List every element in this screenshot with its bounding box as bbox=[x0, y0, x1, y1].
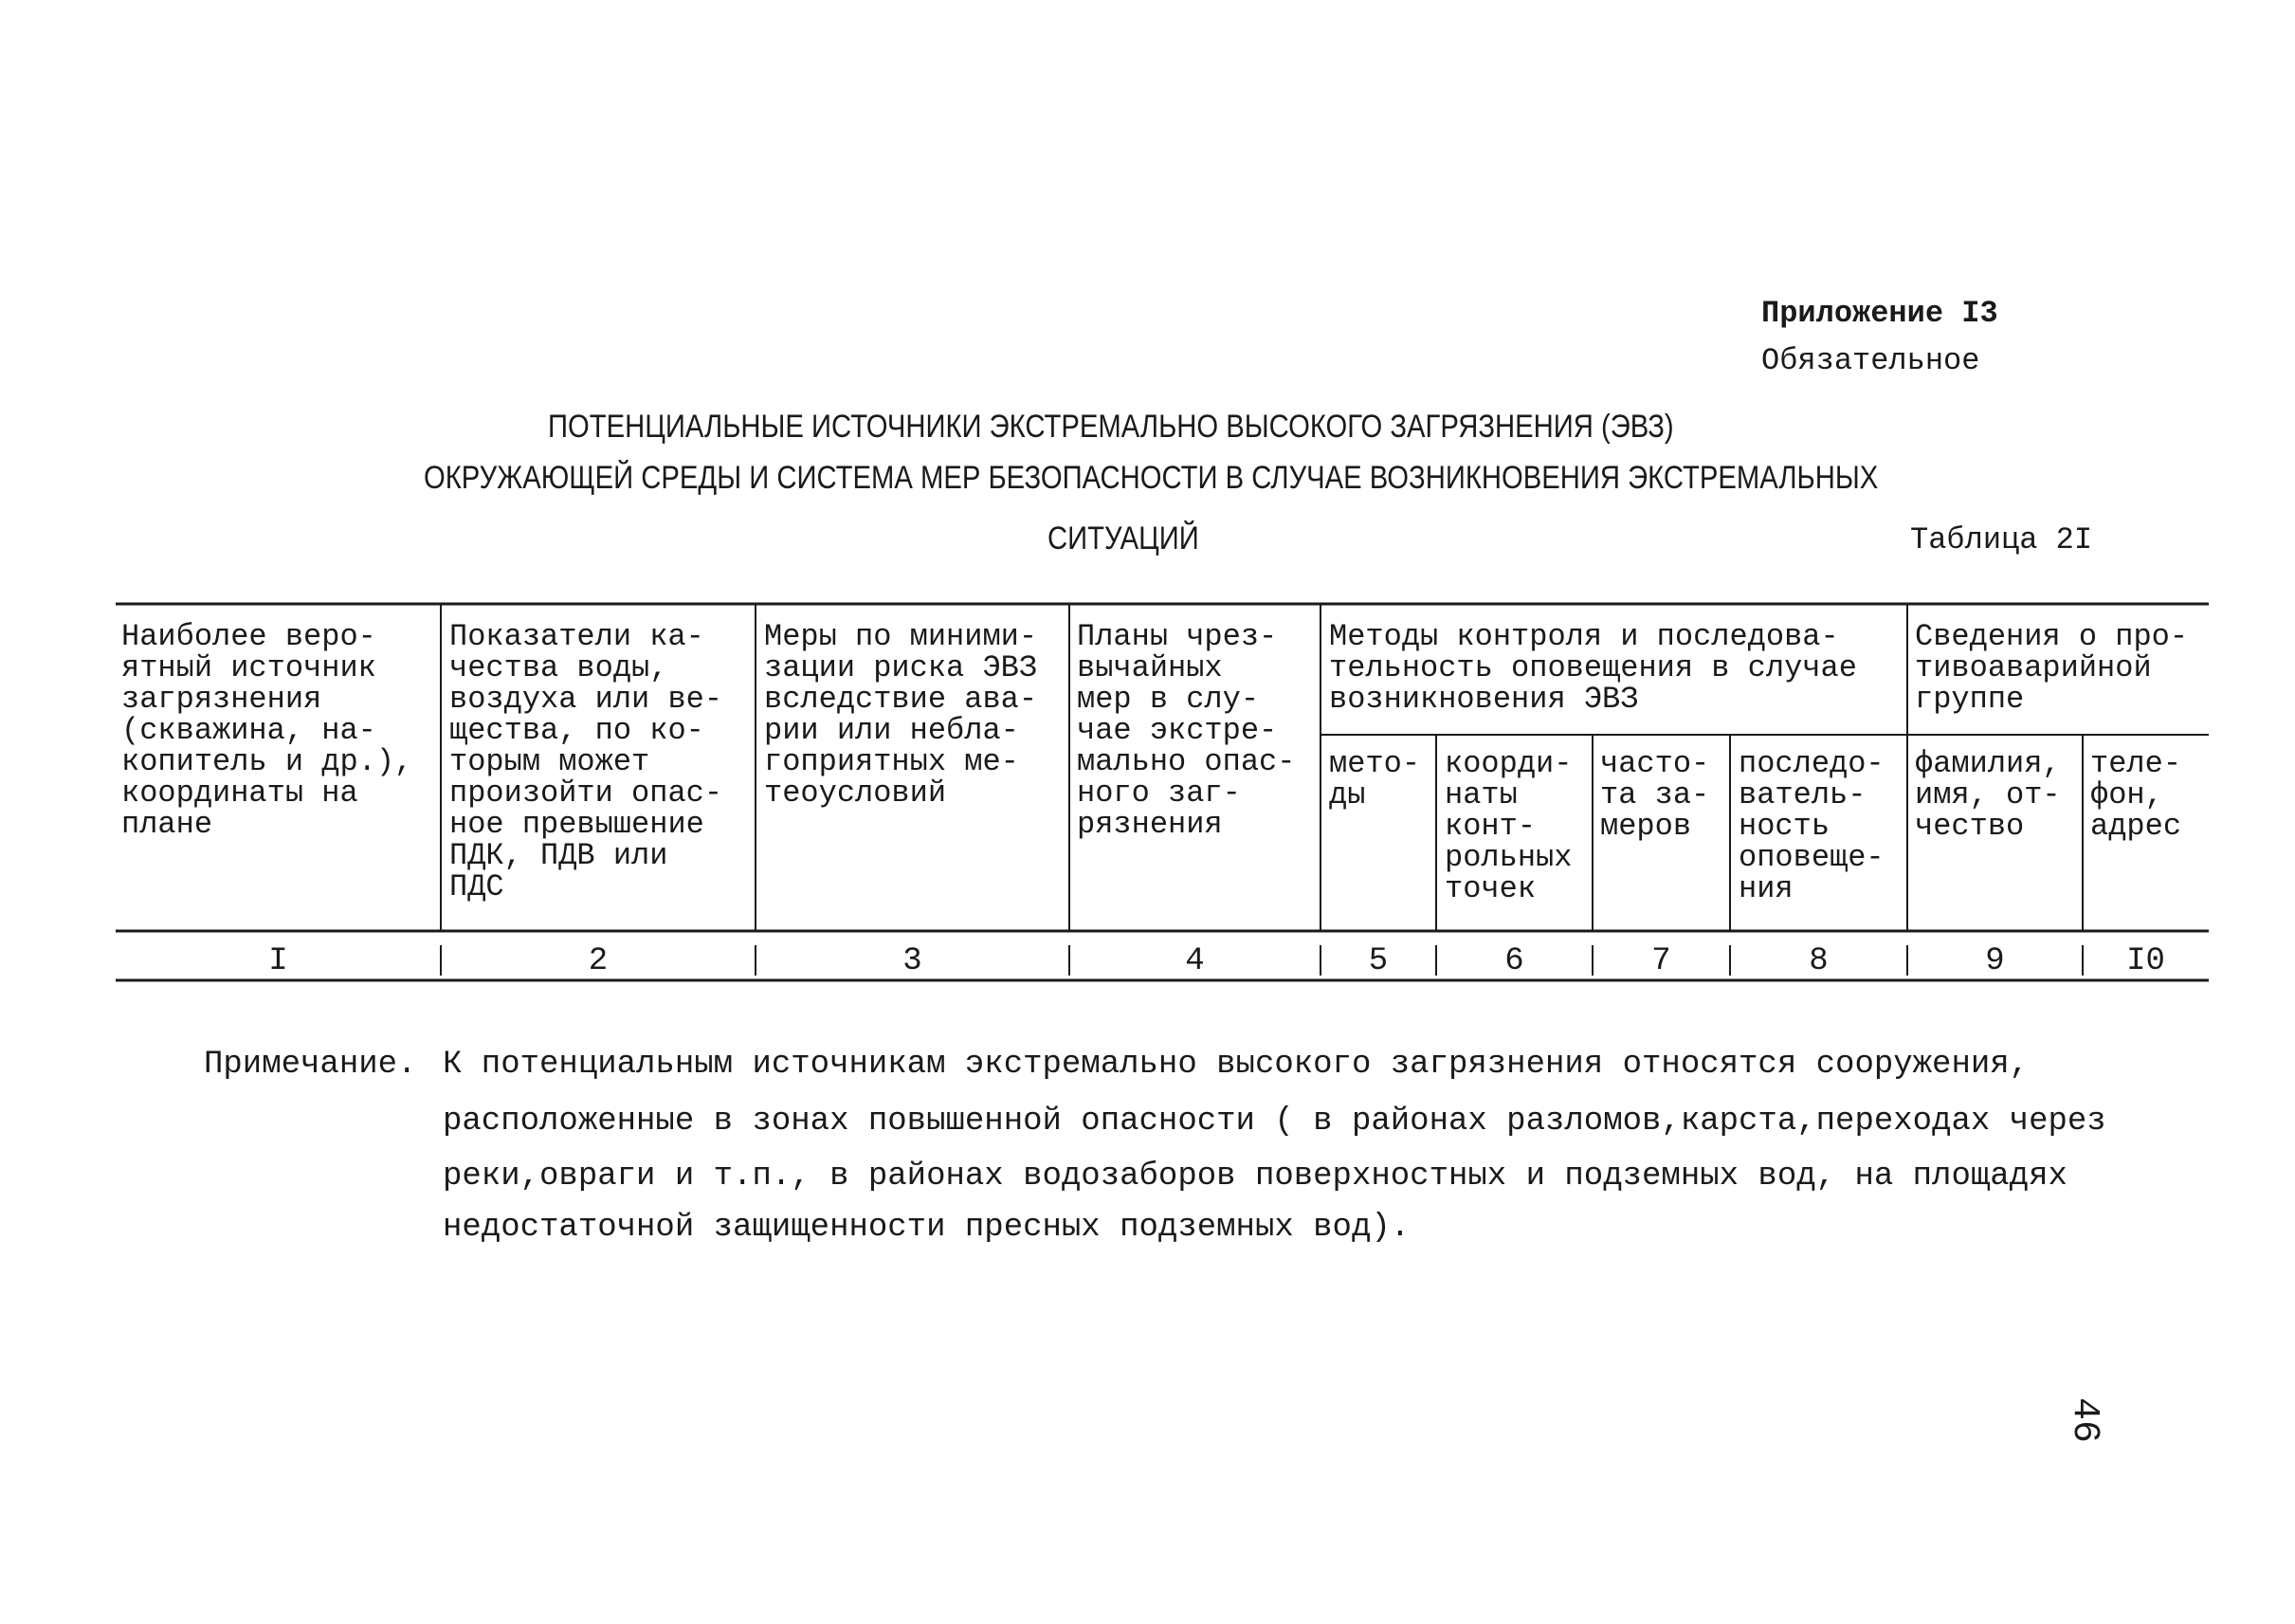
note-line-4: недостаточной защищенности пресных подземных вод). bbox=[443, 1210, 1411, 1246]
column-number: 5 bbox=[1368, 943, 1389, 979]
column-number: 8 bbox=[1809, 943, 1829, 979]
column-number: I bbox=[268, 943, 288, 979]
column-number: 4 bbox=[1185, 943, 1205, 979]
appendix-label: Приложение I3 bbox=[1761, 296, 1998, 331]
header-risk-measures: Меры по миними- зации риска ЭВЗ вследствие ава- рии или небла- гоприятных ме- теоусловий bbox=[764, 619, 1038, 811]
header-phone-address: теле- фон, адрес bbox=[2090, 746, 2182, 844]
header-notification-sequence: последо- ватель- ность оповеще- ния bbox=[1739, 746, 1885, 906]
column-number: 9 bbox=[1985, 943, 2005, 979]
column-number: 6 bbox=[1504, 943, 1524, 979]
column-number: 7 bbox=[1651, 943, 1671, 979]
note-label: Примечание. bbox=[204, 1047, 417, 1083]
header-measurement-frequency: часто- та за- меров bbox=[1600, 746, 1710, 844]
title-line-1: ПОТЕНЦИАЛЬНЫЕ ИСТОЧНИКИ ЭКСТРЕМАЛЬНО ВЫСОКОГО ЗАГРЯЗНЕНИЯ (ЭВЗ) bbox=[548, 409, 1674, 445]
header-control-point-coordinates: коорди- наты конт- рольных точек bbox=[1445, 746, 1573, 906]
column-number: 2 bbox=[588, 943, 609, 979]
column-number: I0 bbox=[2126, 943, 2165, 979]
header-emergency-team-group: Сведения о про- тивоаварийной группе bbox=[1915, 619, 2189, 717]
header-quality-indicators: Показатели ка- чества воды, воздуха или ве- щества, по ко- торым может произойти опас- ное превышение ПДК, ПДВ или ПДС bbox=[449, 619, 723, 904]
header-emergency-plans: Планы чрез- вычайных мер в слу- чае экстре- мально опас- ного заг- рязнения bbox=[1077, 619, 1296, 842]
header-probable-source: Наиболее веро- ятный источник загрязнения (скважина, на- копитель и др.), координаты на плане bbox=[121, 619, 413, 842]
note-line-3: реки,овраги и т.п., в районах водозаборов поверхностных и подземных вод, на площадях bbox=[443, 1159, 2067, 1195]
page-number: 46 bbox=[2063, 1397, 2105, 1444]
header-full-name: фамилия, имя, от- чество bbox=[1915, 746, 2061, 844]
header-methods: мето- ды bbox=[1329, 746, 1421, 812]
title-line-2: ОКРУЖАЮЩЕЙ СРЕДЫ И СИСТЕМА МЕР БЕЗОПАСНОСТИ В СЛУЧАЕ ВОЗНИКНОВЕНИЯ ЭКСТРЕМАЛЬНЫХ bbox=[424, 460, 1879, 496]
column-number: 3 bbox=[902, 943, 922, 979]
table-number-label: Таблица 2I bbox=[1910, 522, 2093, 557]
title-line-3: СИТУАЦИЙ bbox=[1047, 520, 1199, 557]
mandatory-label: Обязательное bbox=[1761, 343, 1980, 378]
header-control-methods-group: Методы контроля и последова- тельность оповещения в случае возникновения ЭВЗ bbox=[1329, 619, 1857, 717]
note-line-1: К потенциальным источникам экстремально высокого загрязнения относятся сооружения, bbox=[443, 1047, 2030, 1083]
note-line-2: расположенные в зонах повышенной опасности ( в районах разломов,карста,переходах через bbox=[443, 1104, 2106, 1140]
